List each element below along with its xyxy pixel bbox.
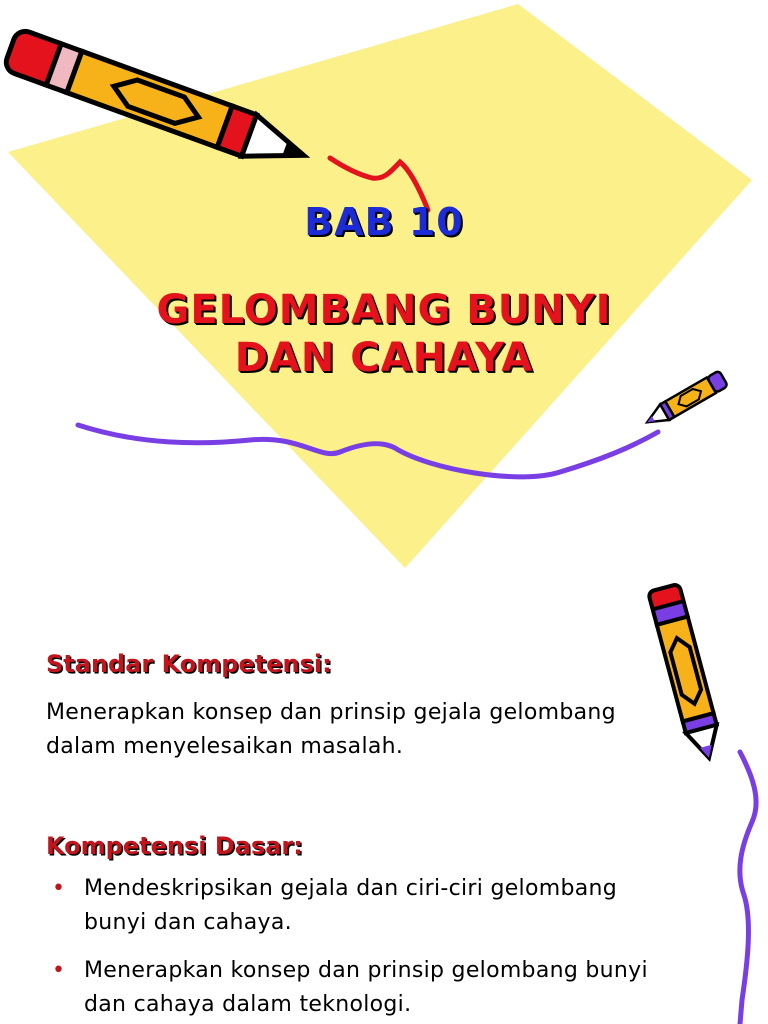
bullet-dot-icon: • xyxy=(52,958,66,983)
slide-title xyxy=(0,286,768,382)
list-item xyxy=(46,954,686,1022)
vertical-pencil-icon xyxy=(648,584,724,762)
kompetensi-dasar-heading: Kompetensi Dasar: xyxy=(46,832,303,860)
slide-title-text: GELOMBANG BUNYI DAN CAHAYA xyxy=(156,287,612,381)
list-item-text: Mendeskripsikan gejala dan ciri-ciri gelombang bunyi dan cahaya. xyxy=(84,876,618,935)
list-item xyxy=(46,872,686,940)
standar-kompetensi-heading: Standar Kompetensi: xyxy=(46,650,332,678)
purple-squiggle-right xyxy=(740,752,756,1024)
kompetensi-dasar-list xyxy=(46,872,686,1024)
chapter-label: BAB 10 xyxy=(304,200,464,244)
standar-kompetensi-text: Menerapkan konsep dan prinsip gejala gelombang dalam menyelesaikan masalah. xyxy=(46,700,616,759)
list-item-text: Menerapkan konsep dan prinsip gelombang bunyi dan cahaya dalam teknologi. xyxy=(84,958,648,1017)
bullet-dot-icon: • xyxy=(52,876,66,901)
